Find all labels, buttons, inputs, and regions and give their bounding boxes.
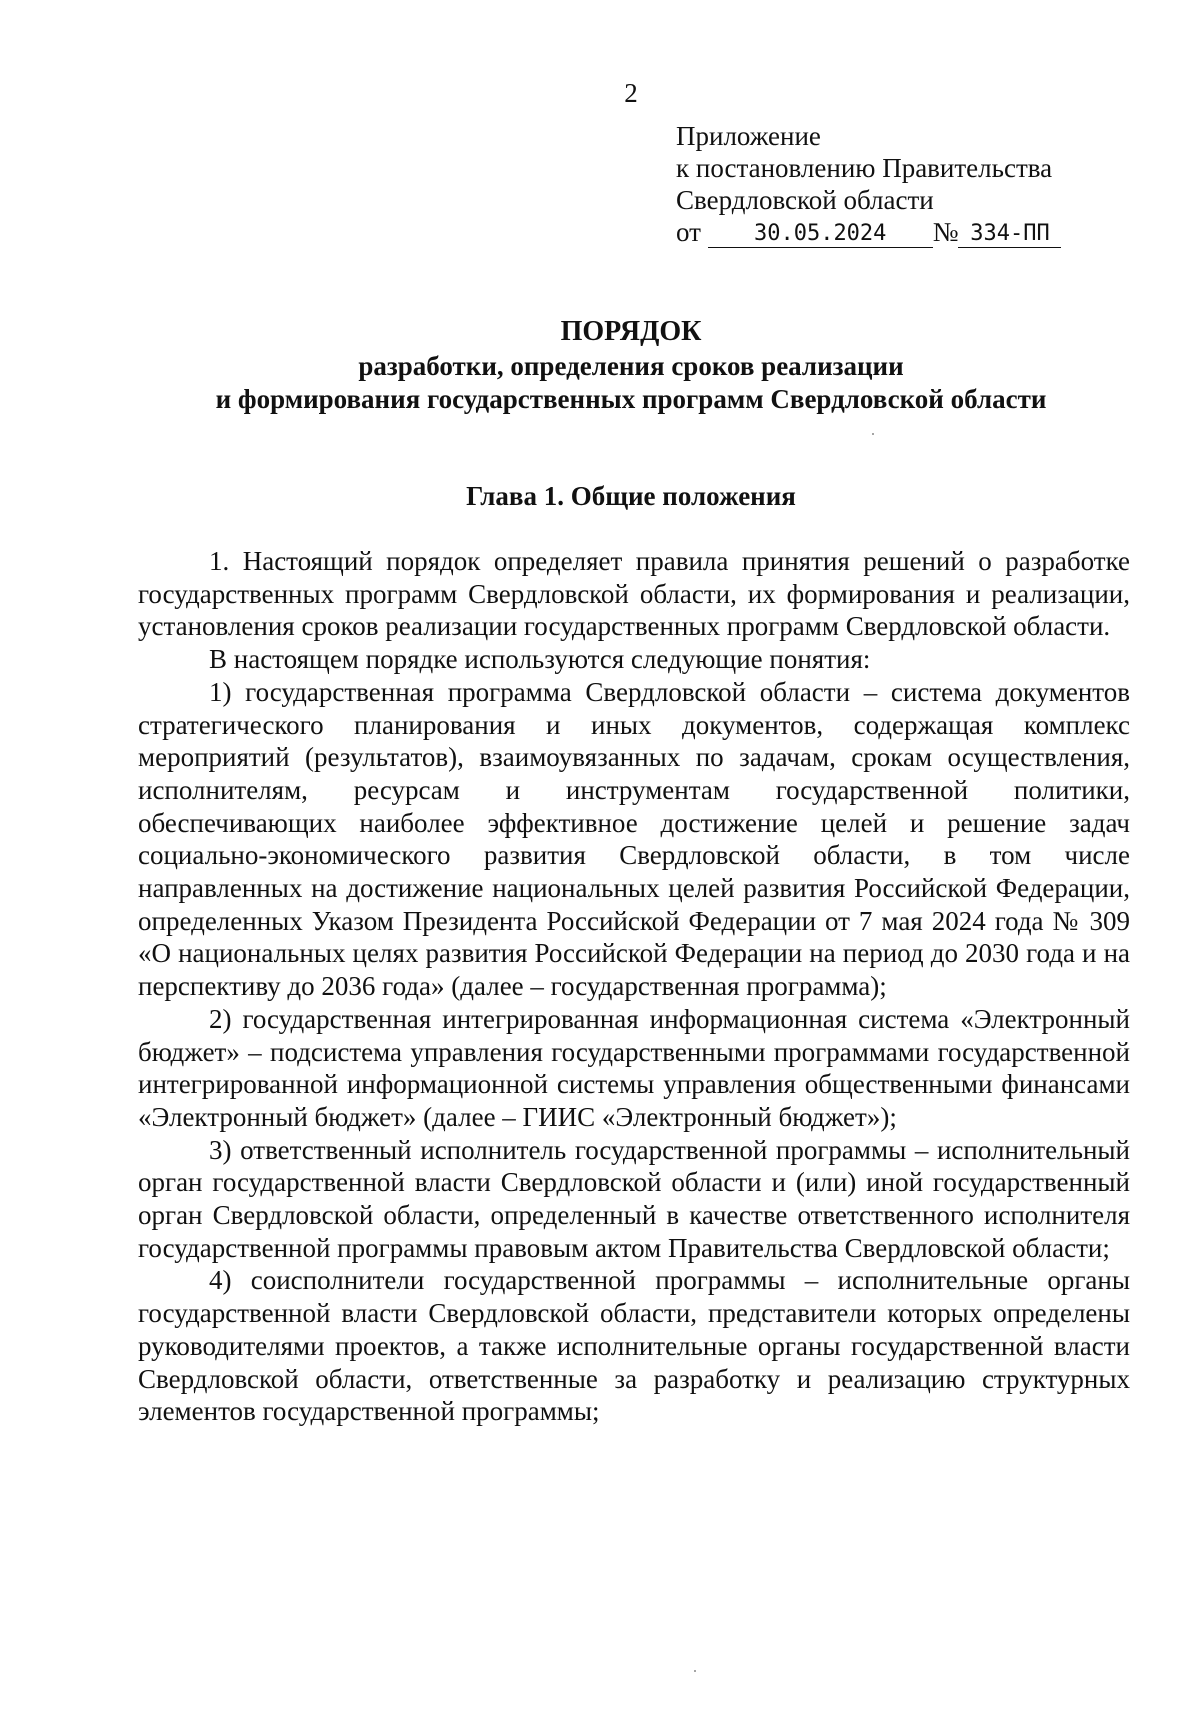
paragraph: В настоящем порядке используются следующие понятия: <box>209 644 871 675</box>
title-main: ПОРЯДОК <box>560 316 702 347</box>
paragraph: 1) государственная программа Свердловской области – система документов стратегического планирования и иных документов, содержащая комплекс мероприятий (результатов), взаимоувязанных по задачам, срокам осуществления, исполнителям, ресурсам и инструментам государственной политики, обеспечивающих наиболее эффективное достижение целей и решение задач социально-экономического развития Свердловской области, в том числе направленных на достижение национальных целей развития Российской Федерации, определенных Указом Президента Российской Федерации от 7 мая 2024 года № 309 «О национальных целях развития Российской Федерации на период до 2030 года и на перспективу до 2036 года» (далее – государственная программа); <box>138 676 1130 1002</box>
document-body <box>138 545 1130 1428</box>
document-date: 30.05.2024 <box>708 221 933 248</box>
document-number: 334-ПП <box>958 221 1061 248</box>
title-subtitle-1: разработки, определения сроков реализации <box>358 351 904 381</box>
date-prefix: от <box>676 217 701 247</box>
document-title <box>0 315 1200 416</box>
appendix-line-2: к постановлению Правительства <box>676 153 1053 183</box>
paragraph: 4) соисполнители государственной программы – исполнительные органы государственной власти Свердловской области, представители которых определены руководителями проектов, а также исполнительные органы государственной власти Свердловской области, ответственные за разработку и реализацию структурных элементов государственной программы; <box>138 1265 1130 1427</box>
appendix-line-3: Свердловской области <box>676 185 934 215</box>
scan-speck <box>872 433 874 435</box>
appendix-block <box>676 120 1061 248</box>
title-subtitle-2: и формирования государственных программ Свердловской области <box>215 384 1047 414</box>
scan-speck <box>694 1670 696 1672</box>
paragraph: 3) ответственный исполнитель государственной программы – исполнительный орган государственной власти Свердловской области и (или) иной государственный орган Свердловской области, определенный в качестве ответственного исполнителя государственной программы правовым актом Правительства Свердловской области; <box>138 1134 1130 1263</box>
page-number: 2 <box>624 78 638 108</box>
paragraph: 2) государственная интегрированная информационная система «Электронный бюджет» – подсистема управления государственными программами государственной интегрированной информационной системы управления общественными финансами «Электронный бюджет» (далее – ГИИС «Электронный бюджет»); <box>138 1003 1130 1132</box>
chapter-heading: Глава 1. Общие положения <box>466 481 796 511</box>
paragraph: 1. Настоящий порядок определяет правила принятия решений о разработке государственных программ Свердловской области, их формирования и реализации, установления сроков реализации государственных программ Свердловской области. <box>138 546 1130 642</box>
appendix-date-line <box>676 216 1061 248</box>
number-prefix: № <box>932 217 959 247</box>
appendix-line-1: Приложение <box>676 121 821 151</box>
